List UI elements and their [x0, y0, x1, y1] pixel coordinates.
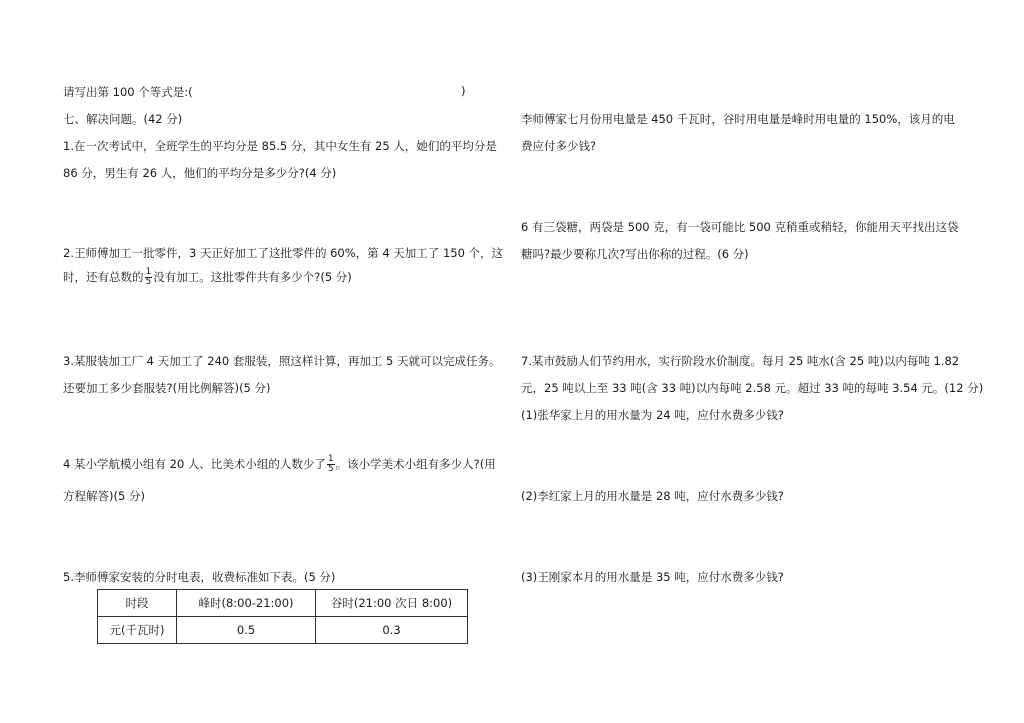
q7-sub-1: (1)张华家上月的用水量为 24 吨，应付水费多少钱?	[521, 408, 784, 422]
table-row	[98, 617, 468, 644]
q1-line-1: 1.在一次考试中，全班学生的平均分是 85.5 分，其中女生有 25 人，她们的平均分是	[63, 139, 497, 153]
q7-line-1: 7.某市鼓励人们节约用水，实行阶段水价制度。每月 25 吨水(含 25 吨)以内每吨 1.82	[521, 354, 960, 368]
table-cell: 0.3	[316, 617, 468, 644]
fraction-denominator: 5	[145, 277, 152, 287]
q7-sub-3: (3)王刚家本月的用水量是 35 吨，应付水费多少钱?	[521, 570, 784, 584]
fraction-numerator: 1	[327, 454, 334, 464]
q3-line-2: 还要加工多少套服装?(用比例解答)(5 分)	[63, 381, 271, 395]
q100-line	[63, 84, 193, 100]
q5-cont-line-2: 费应付多少钱?	[521, 139, 597, 153]
q7-sub-2: (2)李红家上月的用水量是 28 吨，应付水费多少钱?	[521, 489, 784, 503]
q6-line-1: 6 有三袋糖，两袋是 500 克，有一袋可能比 500 克稍重或稍轻，你能用天平找出这袋	[521, 220, 959, 234]
q1-line-2: 86 分，男生有 26 人，他们的平均分是多少分?(4 分)	[63, 166, 337, 180]
q2-line-2-start: 时，还有总数的	[63, 270, 144, 284]
q2-line-2	[63, 268, 352, 287]
table-cell: 0.5	[177, 617, 316, 644]
q7-line-2: 元，25 吨以上至 33 吨(含 33 吨)以内每吨 2.58 元。超过 33 吨的每吨 3.54 元。(12 分)	[521, 381, 984, 395]
q4-line-1-end: 。该小学美术小组有多少人?(用	[335, 457, 496, 471]
table-header-cell: 谷时(21:00 次日 8:00)	[316, 590, 468, 617]
q2-line-2-end: 没有加工。这批零件共有多少个?(5 分)	[153, 270, 352, 284]
q2-line-1: 2.王师傅加工一批零件，3 天正好加工了这批零件的 60%，第 4 天加工了 150 个，这	[63, 246, 504, 260]
q100-close-paren: )	[461, 84, 466, 98]
table-header-cell: 峰时(8:00-21:00)	[177, 590, 316, 617]
fraction-one-fifth	[327, 455, 335, 474]
q4-line-1	[63, 455, 496, 474]
table-header-row	[98, 590, 468, 617]
table-header-cell: 时段	[98, 590, 177, 617]
q4-line-1-start: 4 某小学航模小组有 20 人、比美术小组的人数少了	[63, 457, 326, 471]
q5-line-1: 5.李师傅家安装的分时电表，收费标准如下表。(5 分)	[63, 570, 336, 584]
q4-line-2: 方程解答)(5 分)	[63, 489, 145, 503]
fraction-numerator: 1	[145, 267, 152, 277]
fraction-denominator: 5	[327, 464, 334, 474]
fraction-one-fifth	[145, 268, 153, 287]
q3-line-1: 3.某服装加工厂 4 天加工了 240 套服装，照这样计算，再加工 5 天就可以完成任务。	[63, 354, 501, 368]
q100-prefix: 请写出第 100 个等式是:(	[63, 85, 193, 99]
electricity-rate-table	[97, 589, 468, 644]
table-cell: 元(千瓦时)	[98, 617, 177, 644]
section-title: 七、解决问题。(42 分)	[63, 112, 183, 126]
q5-cont-line-1: 李师傅家七月份用电量是 450 千瓦时，谷时用电量是峰时用电量的 150%，该月的电	[521, 112, 955, 126]
q6-line-2: 糖吗?最少要称几次?写出你称的过程。(6 分)	[521, 247, 749, 261]
